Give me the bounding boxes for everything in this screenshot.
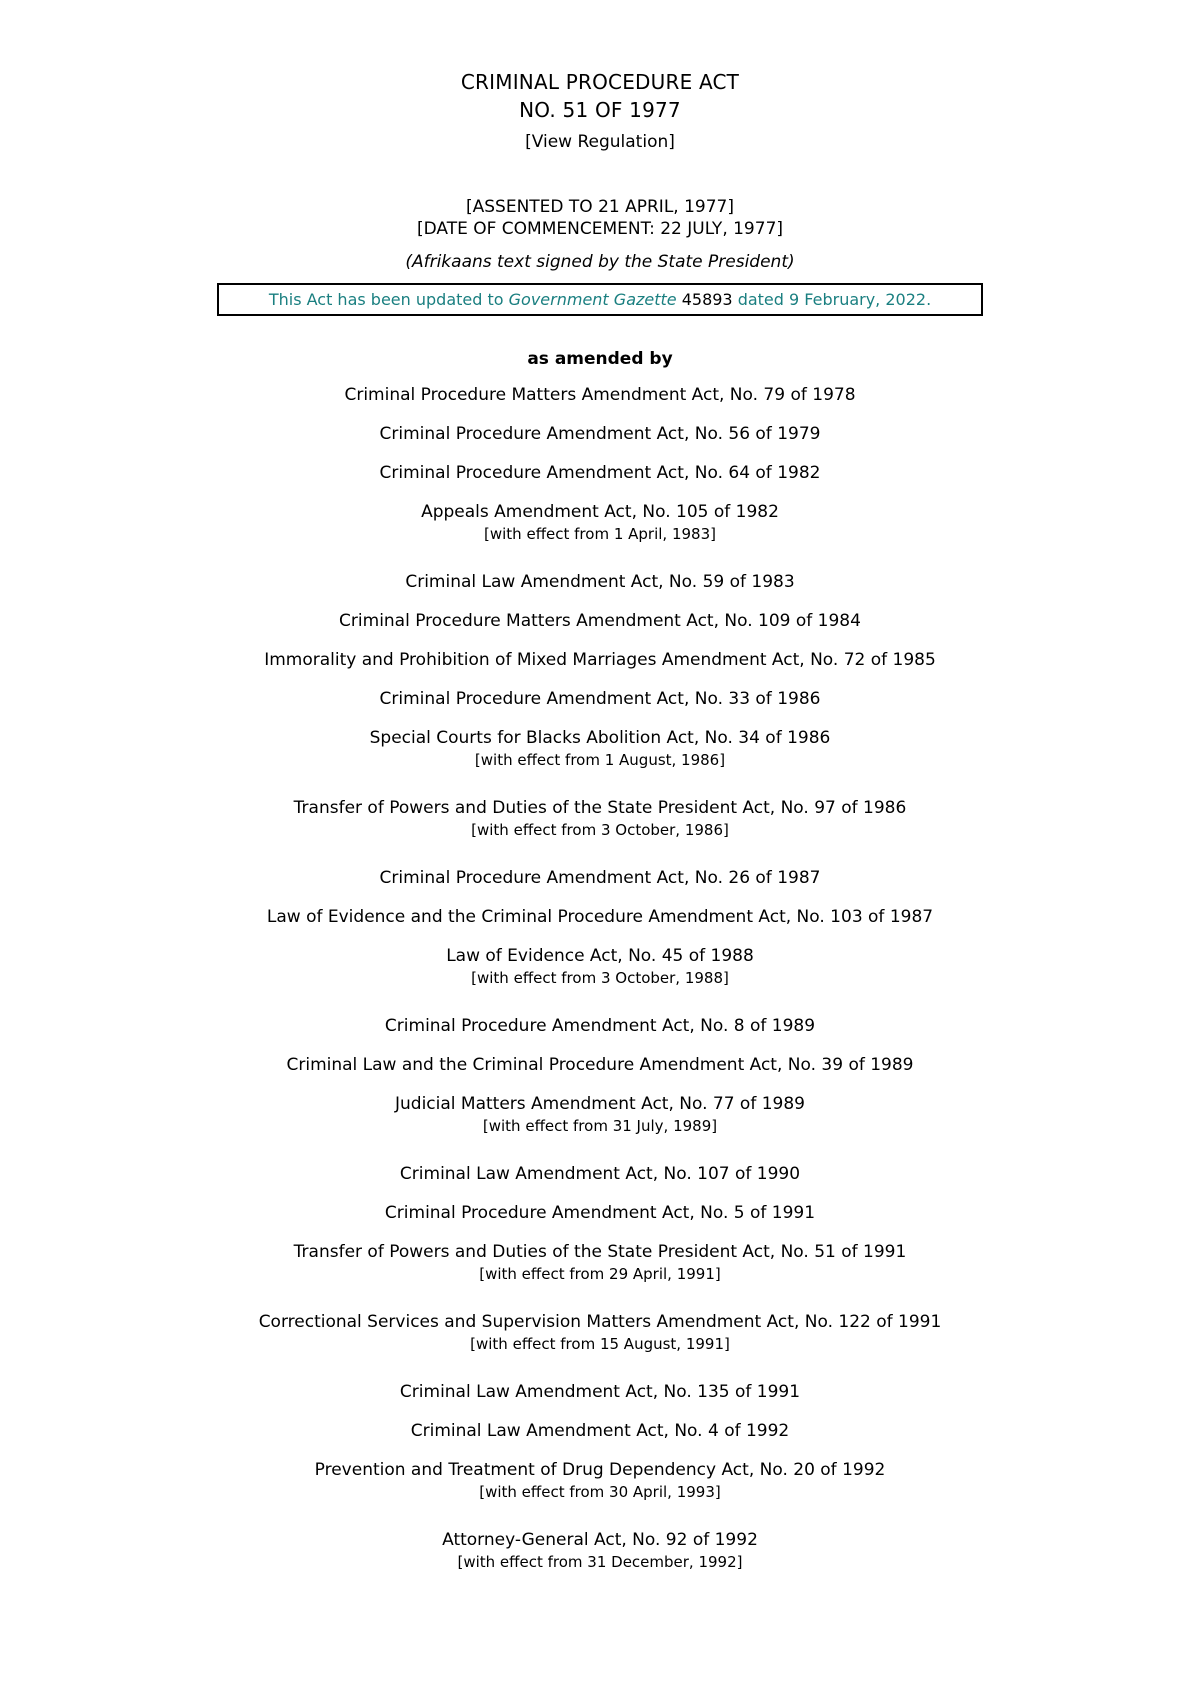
amendment-effect-date: [with effect from 15 August, 1991]	[470, 1335, 730, 1353]
amendment-effect-date: [with effect from 31 December, 1992]	[457, 1553, 743, 1571]
amendment-title: Special Courts for Blacks Abolition Act, No. 34 of 1986	[369, 728, 831, 748]
amendment-item	[0, 944, 1200, 988]
amendment-item	[0, 796, 1200, 840]
view-regulation-link[interactable]: [View Regulation]	[525, 132, 675, 152]
assented-date: [ASSENTED TO 21 APRIL, 1977]	[465, 197, 734, 217]
amendment-item	[0, 1310, 1200, 1354]
amendment-title: Criminal Law Amendment Act, No. 59 of 1983	[405, 572, 795, 592]
amendment-item	[0, 866, 1200, 890]
act-title-name: CRIMINAL PROCEDURE ACT	[460, 70, 740, 94]
amendment-item	[0, 609, 1200, 633]
amendment-effect-date: [with effect from 31 July, 1989]	[482, 1117, 718, 1135]
amendment-title: Transfer of Powers and Duties of the State President Act, No. 51 of 1991	[293, 1242, 907, 1262]
amendment-effect-date: [with effect from 1 August, 1986]	[474, 751, 726, 769]
amendment-title: Immorality and Prohibition of Mixed Marriages Amendment Act, No. 72 of 1985	[264, 650, 936, 670]
amendment-item	[0, 1092, 1200, 1136]
amendment-item	[0, 687, 1200, 711]
amended-by-heading: as amended by	[527, 349, 673, 369]
amendment-title: Criminal Procedure Matters Amendment Act, No. 109 of 1984	[339, 611, 861, 631]
amendment-item	[0, 905, 1200, 929]
amendments-list	[0, 383, 1200, 1572]
amendment-item	[0, 461, 1200, 485]
amendment-title: Criminal Procedure Amendment Act, No. 64 of 1982	[379, 463, 821, 483]
amendment-title: Judicial Matters Amendment Act, No. 77 of 1989	[395, 1094, 805, 1114]
amendment-title: Transfer of Powers and Duties of the State President Act, No. 97 of 1986	[293, 798, 907, 818]
amendment-item	[0, 422, 1200, 446]
amendment-title: Criminal Procedure Amendment Act, No. 8 of 1989	[384, 1016, 816, 1036]
amendment-effect-date: [with effect from 29 April, 1991]	[479, 1265, 721, 1283]
amendment-title: Criminal Law Amendment Act, No. 107 of 1990	[399, 1164, 801, 1184]
amendment-title: Criminal Law and the Criminal Procedure Amendment Act, No. 39 of 1989	[286, 1055, 914, 1075]
amendment-item	[0, 648, 1200, 672]
amendment-item	[0, 570, 1200, 594]
afrikaans-note: (Afrikaans text signed by the State President)	[405, 252, 795, 272]
amendment-title: Criminal Procedure Amendment Act, No. 26 of 1987	[379, 868, 821, 888]
amendment-effect-date: [with effect from 30 April, 1993]	[479, 1483, 721, 1501]
update-notice-suffix: dated 9 February, 2022.	[732, 290, 932, 309]
amendment-title: Criminal Procedure Amendment Act, No. 56 of 1979	[379, 424, 821, 444]
amendment-title: Appeals Amendment Act, No. 105 of 1982	[421, 502, 779, 522]
amendment-item	[0, 1053, 1200, 1077]
amendment-effect-date: [with effect from 3 October, 1986]	[471, 821, 729, 839]
amendment-title: Criminal Procedure Matters Amendment Act, No. 79 of 1978	[344, 385, 856, 405]
amendment-item	[0, 1201, 1200, 1225]
amendment-effect-date: [with effect from 1 April, 1983]	[484, 525, 716, 543]
amendment-title: Criminal Procedure Amendment Act, No. 5 of 1991	[384, 1203, 816, 1223]
act-title-number: NO. 51 OF 1977	[519, 98, 681, 122]
amendment-title: Correctional Services and Supervision Matters Amendment Act, No. 122 of 1991	[258, 1312, 942, 1332]
update-notice-number: 45893	[676, 290, 733, 309]
amendment-title: Criminal Procedure Amendment Act, No. 33 of 1986	[379, 689, 821, 709]
amendment-title: Criminal Law Amendment Act, No. 135 of 1991	[399, 1382, 801, 1402]
amendment-item	[0, 1240, 1200, 1284]
act-dates	[0, 196, 1200, 240]
amendment-item	[0, 1380, 1200, 1404]
update-notice-box	[217, 283, 983, 316]
amendment-title: Criminal Law Amendment Act, No. 4 of 1992	[410, 1421, 790, 1441]
amendment-item	[0, 1528, 1200, 1572]
amendment-title: Law of Evidence and the Criminal Procedure Amendment Act, No. 103 of 1987	[266, 907, 934, 927]
amendment-item	[0, 726, 1200, 770]
amendment-item	[0, 1162, 1200, 1186]
amendment-effect-date: [with effect from 3 October, 1988]	[471, 969, 729, 987]
act-title	[0, 0, 1200, 124]
amendment-item	[0, 1458, 1200, 1502]
amendment-item	[0, 1014, 1200, 1038]
update-notice-gazette: Government Gazette	[508, 290, 677, 309]
amendment-title: Attorney-General Act, No. 92 of 1992	[442, 1530, 758, 1550]
amendment-title: Prevention and Treatment of Drug Dependency Act, No. 20 of 1992	[314, 1460, 886, 1480]
update-notice-prefix: This Act has been updated to	[268, 290, 509, 309]
amendment-item	[0, 1419, 1200, 1443]
amendment-item	[0, 383, 1200, 407]
commencement-date: [DATE OF COMMENCEMENT: 22 JULY, 1977]	[416, 219, 784, 239]
amendment-title: Law of Evidence Act, No. 45 of 1988	[446, 946, 754, 966]
amendment-item	[0, 500, 1200, 544]
